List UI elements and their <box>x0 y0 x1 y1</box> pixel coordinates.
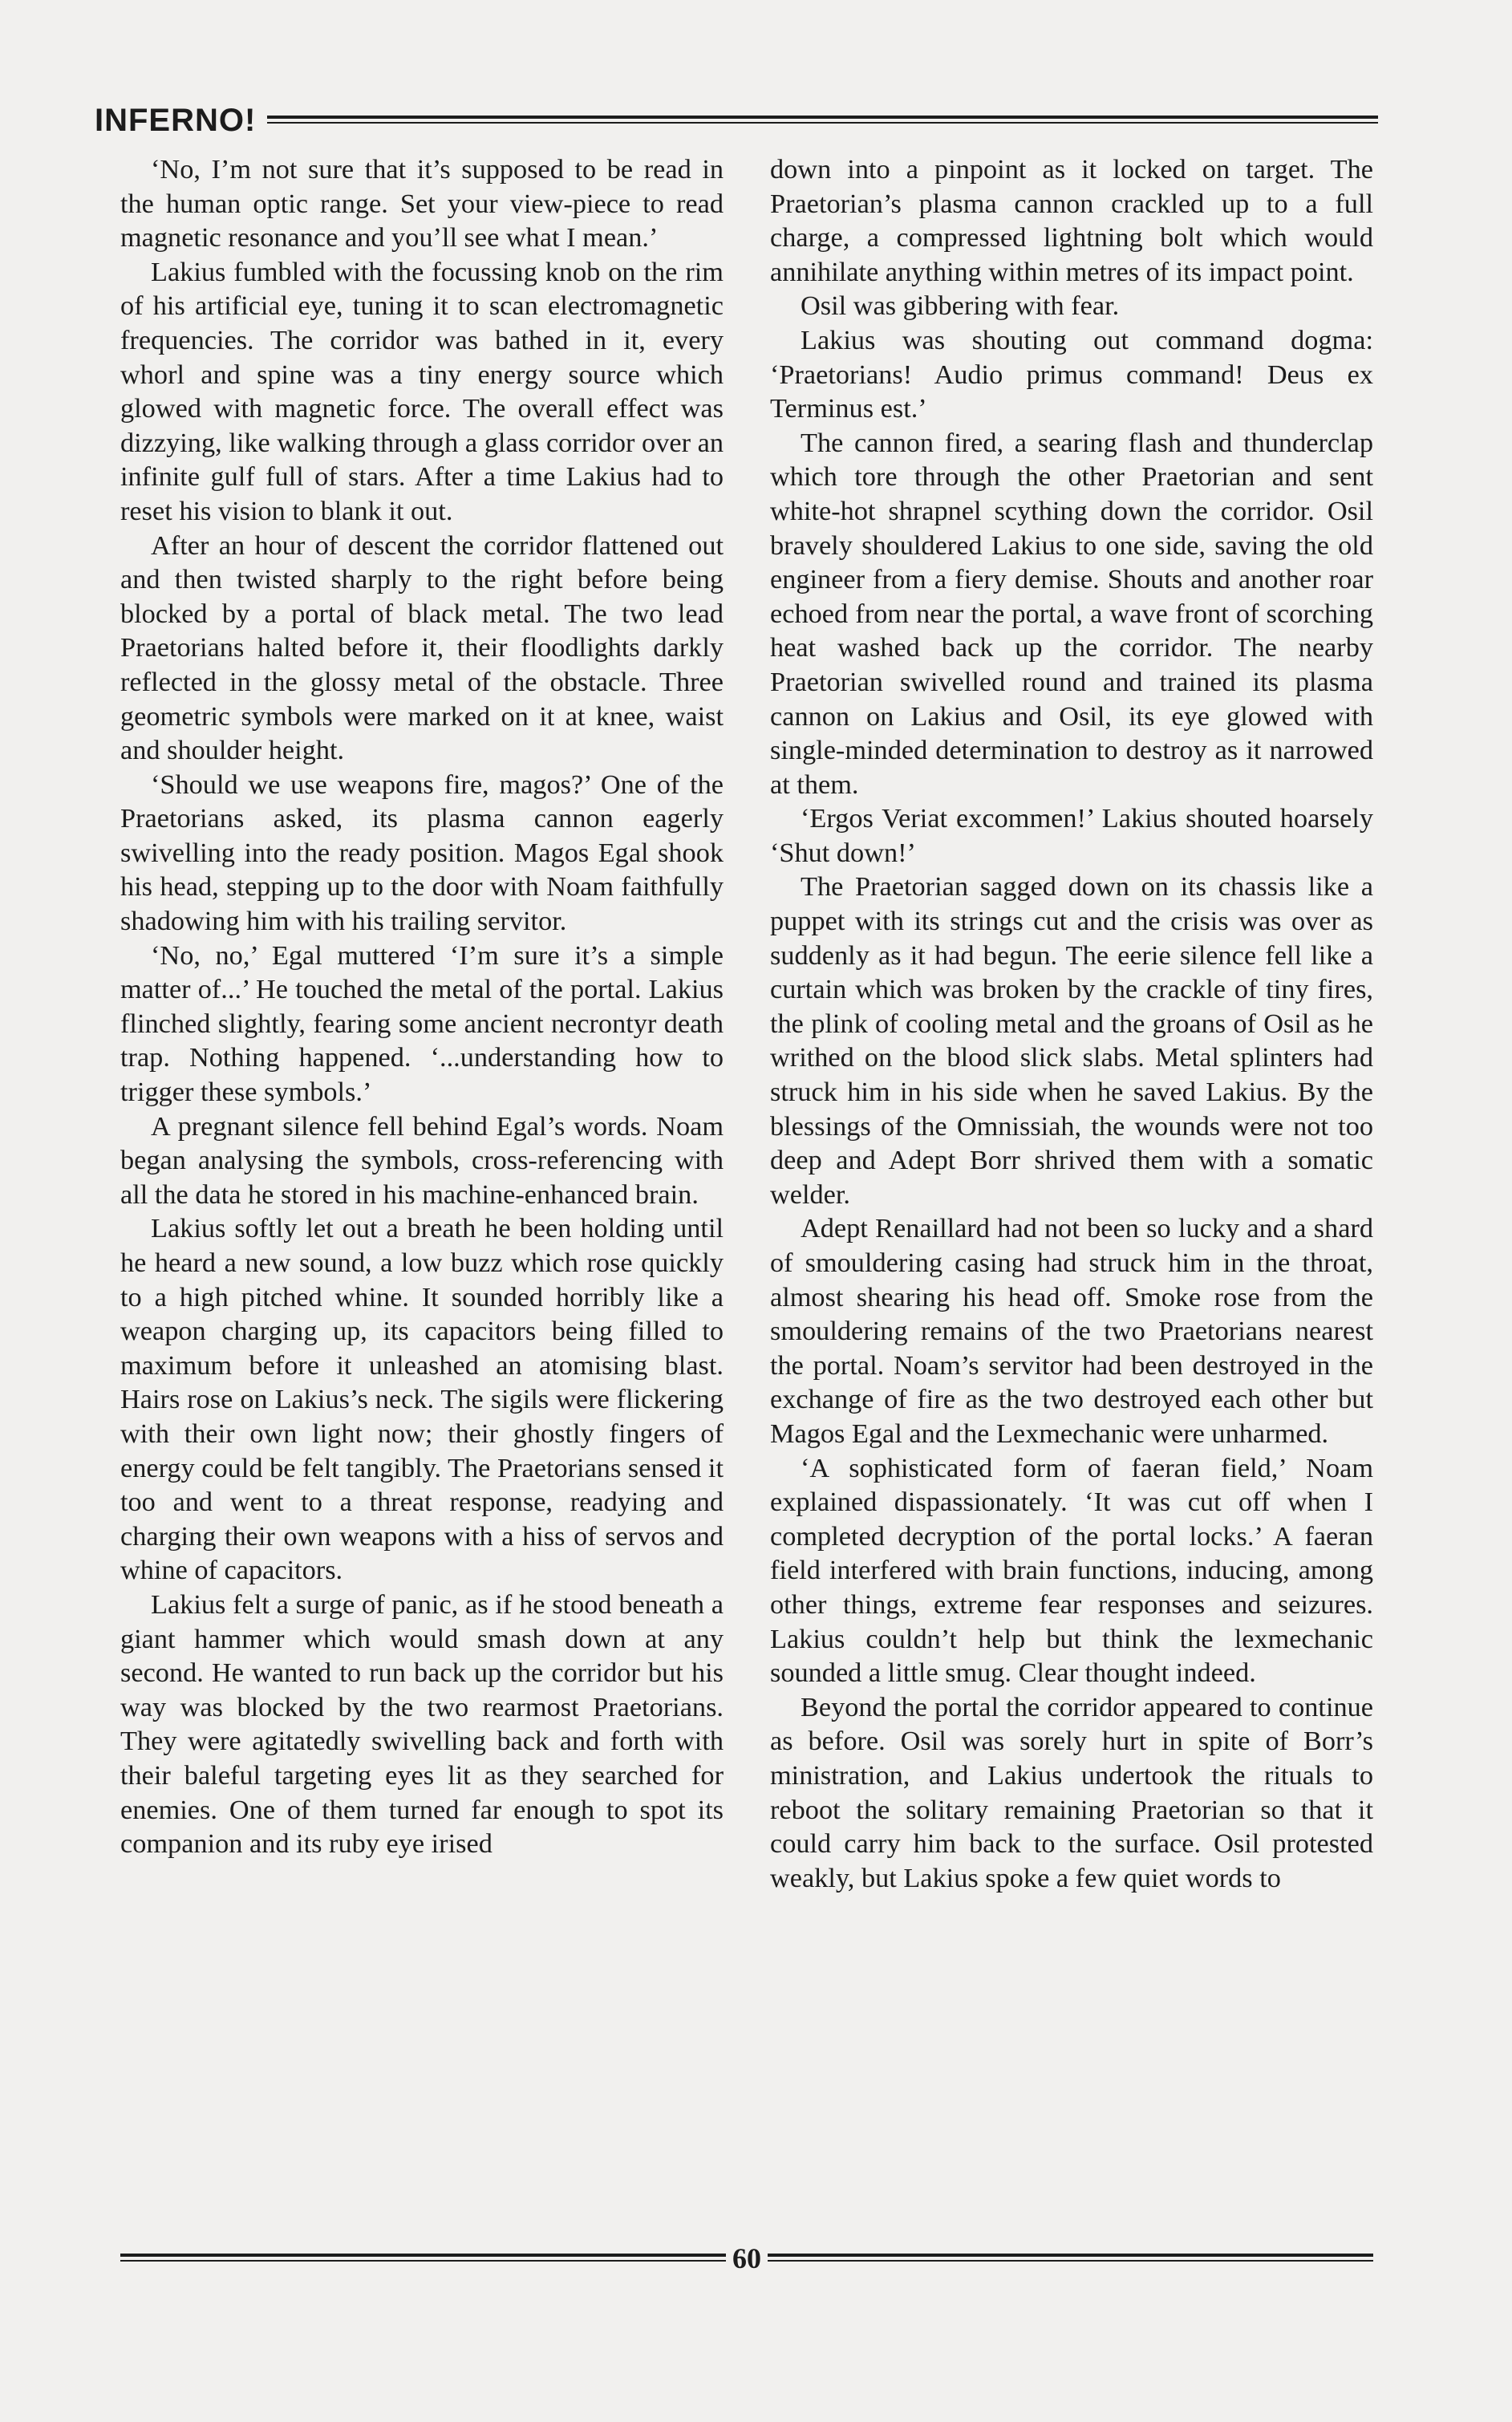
paragraph: ‘Should we use weapons fire, magos?’ One of the Praetorians asked, its plasma cannon eagerly swivelling into the ready position. Magos Egal shook his head, stepping up to the door with Noam faithfully shadowing him with his trailing servitor. <box>120 769 724 937</box>
running-header <box>95 96 1378 144</box>
paragraph: ‘No, no,’ Egal muttered ‘I’m sure it’s a simple matter of...’ He touched the metal of the portal. Lakius flinched slightly, fearing some ancient necrontyr death trap. Nothing happened. ‘...understanding how to trigger these symbols.’ <box>120 939 724 1108</box>
paragraph: Lakius was shouting out command dogma: ‘Praetorians! Audio primus command! Deus ex Terminus est.’ <box>770 324 1373 424</box>
paragraph: The cannon fired, a searing flash and thunderclap which tore through the other Praetorian and sent white-hot shrapnel scything down the corridor. Osil bravely shouldered Lakius to one side, saving the old engineer from a fiery demise. Shouts and another roar echoed from near the portal, a wave front of scorching heat washed back up the corridor. The nearby Praetorian swivelled round and trained its plasma cannon on Lakius and Osil, its eye glowed with single-minded determination to destroy as it narrowed at them. <box>770 427 1373 800</box>
footer-rule-left <box>120 2251 726 2266</box>
left-column <box>120 152 724 1861</box>
paragraph: The Praetorian sagged down on its chassis like a puppet with its strings cut and the crisis was over as suddenly as it had begun. The eerie silence fell like a curtain which was broken by the crackle of tiny fires, the plink of cooling metal and the groans of Osil as he writhed on the blood slick slabs. Metal splinters had struck him in his side when he saved Lakius. By the blessings of the Omnissiah, the wounds were not too deep and Adept Borr shrived them with a somatic welder. <box>770 871 1373 1210</box>
paragraph: Osil was gibbering with fear. <box>801 290 1120 322</box>
paragraph: After an hour of descent the corridor flattened out and then twisted sharply to the right before being blocked by a portal of black metal. The two lead Praetorians halted before it, their floodlights darkly reflected in the glossy metal of the obstacle. Three geometric symbols were marked on it at knee, waist and shoulder height. <box>120 529 724 766</box>
paragraph: Lakius felt a surge of panic, as if he stood beneath a giant hammer which would smash down at any second. He wanted to run back up the corridor but his way was blocked by the two rearmost Praetorians. They were agitatedly swivelling back and forth with their baleful targeting eyes lit as they searched for enemies. One of them turned far enough to spot its companion and its ruby eye irised <box>120 1588 724 1860</box>
paragraph: Beyond the portal the corridor appeared to continue as before. Osil was sorely hurt in spite of Borr’s ministration, and Lakius undertook the rituals to reboot the solitary remaining Praetorian so that it could carry him back to the surface. Osil protested weakly, but Lakius spoke a few quiet words to <box>770 1691 1373 1893</box>
paragraph: A pregnant silence fell behind Egal’s words. Noam began analysing the symbols, cross-referencing with all the data he stored in his machine-enhanced brain. <box>120 1110 724 1210</box>
paragraph: Adept Renaillard had not been so lucky and a shard of smouldering casing had struck him in the throat, almost shearing his head off. Smoke rose from the smouldering remains of the two Praetorians nearest the portal. Noam’s servitor had been destroyed in the exchange of fire as the two destroyed each other but Magos Egal and the Lexmechanic were unharmed. <box>770 1213 1373 1449</box>
page-number: 60 <box>732 2242 761 2274</box>
page-footer <box>120 2242 1373 2274</box>
paragraph: Lakius fumbled with the focussing knob on the rim of his artificial eye, tuning it to scan electromagnetic frequencies. The corridor was bathed in it, every whorl and spine was a tiny energy source which glowed with magnetic force. The overall effect was dizzying, like walking through a glass corridor over an infinite gulf full of stars. After a time Lakius had to reset his vision to blank it out. <box>120 256 724 526</box>
header-rule <box>267 113 1378 128</box>
continued-paragraph: down into a pinpoint as it locked on target. The Praetorian’s plasma cannon crackled up to a full charge, a compressed lightning bolt which would annihilate anything within metres of its impact point. <box>770 154 1373 287</box>
paragraph: ‘A sophisticated form of faeran field,’ Noam explained dispassionately. ‘It was cut off when I completed decryption of the portal locks.’ A faeran field interfered with brain functions, inducing, among other things, extreme fear responses and seizures. Lakius couldn’t help but think the lexmechanic sounded a little smug. Clear thought indeed. <box>770 1452 1373 1689</box>
paragraph: Lakius softly let out a breath he been holding until he heard a new sound, a low buzz which rose quickly to a high pitched whine. It sounded horribly like a weapon charging up, its capacitors being filled to maximum before it unleashed an atomising blast. Hairs rose on Lakius’s neck. The sigils were flickering with their own light now; their ghostly fingers of energy could be felt tangibly. The Praetorians sensed it too and went to a threat response, readying and charging their own weapons with a hiss of servos and whine of capacitors. <box>120 1213 724 1586</box>
right-column <box>770 152 1373 1895</box>
paragraph: ‘Ergos Veriat excommen!’ Lakius shouted hoarsely ‘Shut down!’ <box>770 803 1373 868</box>
paragraph: ‘No, I’m not sure that it’s supposed to be read in the human optic range. Set your view-piece to read magnetic resonance and you’ll see what I mean.’ <box>120 154 724 254</box>
header-title: INFERNO! <box>95 102 257 138</box>
footer-rule-right <box>768 2251 1373 2266</box>
